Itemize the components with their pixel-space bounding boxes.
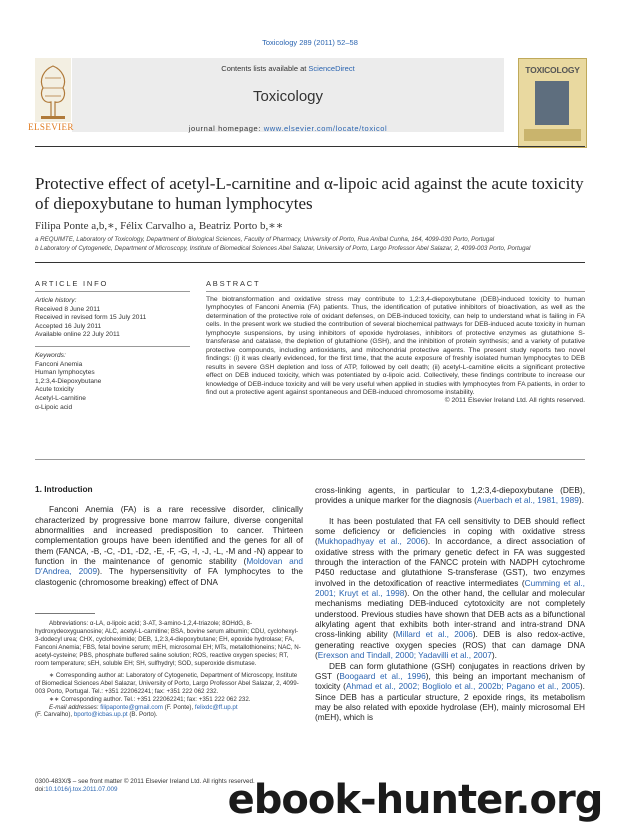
doi-line: doi:10.1016/j.tox.2011.07.009	[35, 786, 118, 793]
abstract	[206, 296, 585, 406]
abstract-copyright: © 2011 Elsevier Ireland Ltd. All rights reserved.	[444, 397, 585, 405]
citation-link[interactable]: Boogaard et al., 1996	[339, 670, 426, 681]
abstract-heading: ABSTRACT	[206, 279, 261, 288]
journal-title: Toxicology	[252, 88, 324, 105]
keyword: α-Lipoic acid	[35, 403, 73, 411]
keyword: Acute toxicity	[35, 386, 74, 394]
email-link[interactable]: felixdc@ff.up.pt	[194, 703, 238, 711]
keyword: 1,2:3,4-Diepoxybutane	[35, 377, 102, 385]
sciencedirect-link[interactable]: ScienceDirect	[308, 64, 355, 73]
email-link[interactable]: bporto@icbas.up.pt	[73, 711, 128, 719]
citation-link[interactable]: Erexson and Tindall, 2000; Yadavilli et al., 2007	[317, 650, 492, 661]
body-right-column	[315, 485, 585, 723]
journal-homepage	[72, 124, 504, 133]
abstract-text: The biotransformation and oxidative stress may contribute to 1,2:3,4-diepoxybutane (DEB)-induced toxicity to human lymphocytes of Fanconi Anemia (FA) patients. Thus, the identification of putative inhibitors of bioactivation, as well as the determination of the protective role of oxidant defenses, on DEB-induced toxicity, can help to understand what is failing in FA cells. In the present work we studied the contribution of several biochemical pathways for DEB-induced acute toxicity in human lymphocyte suspensions, by using inhibitors of epoxide hydrolases, inhibitors of protective enzymes as glutathione S-transferase and catalase, the depletion of glutathione (GSH), and the inhibition of protein synthesis; and a variety of putative protective compounds, including antioxidants, and mitochondrial protective agents. The present study reports two novel findings: (i) it was clearly evidenced, for the first time, that the acute exposure of freshly isolated human lymphocytes to DEB results in severe GSH depletion and loss of ATP, followed by cell death; (ii) acetyl-L-carnitine elicits a significant protective effect on DEB induced toxicity, which was potentiated by α-lipoic acid. Collectively, these findings contribute to increase our knowledge of DEB-induce toxicity and will be very useful when applied in studies with lymphocytes from FA patients, in order to find out a protective agent against spontaneous and DEB-induced chromosome instability.	[206, 296, 585, 396]
contents-prefix: Contents lists available at	[221, 64, 309, 73]
article-info	[35, 293, 190, 412]
citation-link[interactable]: Cumming et al., 2001; Kruyt et al., 1998	[315, 577, 585, 599]
abbreviations-footnote: Abbreviations: α-LA, α-lipoic acid; 3-AT, 3-amino-1,2,4-triazole; 8OHdG, 8-hydroxydeoxyguanosine; ALC, acetyl-L-carnitine; BSA, bovine serum albumin; CDU, cyclohexyl-3-dodecyl urea; CHX, cycloheximide; DEB, 1,2:3,4-diepoxybutane; EH, epoxide hydrolase; FA, Fanconi Anemia; FBS, fetal bovine serum; mEH, microsomal EH; MTs, metallothioneins; NAC, N-acetyl-cysteine; PBS, phosphate buffered saline solution; ROS, reactive oxygen species; RT, room temperature; sEH, soluble EH; SH, sulfhydryl; SOD, superoxide dismutase.	[35, 620, 301, 667]
keywords-label: Keywords:	[35, 351, 66, 359]
issn-line: 0300-483X/$ – see front matter © 2011 Elsevier Ireland Ltd. All rights reserved.	[35, 778, 255, 785]
abstract-rule	[206, 291, 585, 292]
article-title: Protective effect of acetyl-L-carnitine and α-lipoic acid against the acute toxicity of diepoxybutane to human lymphocytes	[35, 174, 584, 213]
keyword: Acetyl-L-carnitine	[35, 394, 86, 402]
history-item: Accepted 16 July 2011	[35, 322, 102, 330]
article-info-heading: ARTICLE INFO	[35, 279, 109, 288]
corresponding-author-2: ∗∗ Corresponding author. Tel.: +351 222062241; fax: +351 222 062 232.	[49, 695, 251, 703]
citation-link[interactable]: Mukhopadhyay et al., 2006	[317, 536, 426, 547]
affiliation-b: b Laboratory of Cytogenetic, Department of Microscopy, Institute of Biomedical Sciences Abel Salazar, University of Porto, Largo Professor Abel Salazar, 2, 4099-003 Porto, Portugal	[35, 245, 531, 252]
history-item: Received in revised form 15 July 2011	[35, 314, 147, 322]
citation-link[interactable]: Moldovan and D'Andrea, 2009	[35, 556, 304, 577]
history-item: Available online 22 July 2011	[35, 331, 120, 339]
cover-strip	[524, 129, 581, 141]
cover-image	[535, 81, 569, 125]
homepage-link[interactable]: www.elsevier.com/locate/toxicol	[263, 124, 388, 133]
history-label: Article history:	[35, 297, 77, 304]
cover-title: TOXICOLOGY	[525, 65, 580, 75]
doi-link[interactable]: 10.1016/j.tox.2011.07.009	[45, 786, 118, 793]
footnotes	[35, 620, 303, 719]
homepage-prefix: journal homepage:	[188, 124, 264, 133]
affiliation-a: a REQUIMTE, Laboratory of Toxicology, Department of Biological Sciences, Faculty of Pharmacy, University of Porto, Rua Aníbal Cunha, 164, 4099-030 Porto, Portugal	[35, 236, 495, 243]
email-addresses-cont: (F. Carvalho), bporto@icbas.up.pt (B. Porto).	[35, 711, 158, 719]
keyword: Fanconi Anemia	[35, 360, 83, 368]
info-divider	[35, 346, 190, 347]
elsevier-wordmark: ELSEVIER	[28, 122, 74, 132]
watermark: ebook-hunter.org	[227, 777, 603, 823]
abstract-bottom-rule	[35, 459, 585, 460]
elsevier-tree-logo-icon	[35, 58, 71, 128]
intro-paragraph-1-cont: cross-linking agents, in particular to 1,2:3,4-diepoxybutane (DEB), provides a unique marker for the diagnosis (Auerbach et al., 1981, 1989).	[315, 485, 585, 506]
authors: Filipa Ponte a,b,∗, Félix Carvalho a, Beatriz Porto b,∗∗	[35, 220, 284, 232]
email-link[interactable]: filipaponte@gmail.com	[100, 703, 163, 711]
intro-paragraph-1: Fanconi Anemia (FA) is a rare recessive disorder, clinically characterized by progressive bone marrow failure, diverse congenital abnormalities and increased predisposition to cancer. Thirteen complementation groups have been identified and the genes for all of them (FANCA, -B, -C, -D1, -D2, -E, -F, -G, -I, -J, -L, -M and -N) appear to function in the maintenance of genomic stability (Moldovan and D'Andrea, 2009). The hypersensitivity of FA lymphocytes to the clastogenic (chromosome breaking) effect of DNA	[35, 504, 304, 587]
contents-line	[72, 64, 504, 73]
footnote-rule	[35, 613, 95, 614]
history-item: Received 8 June 2011	[35, 305, 101, 313]
affiliation-rule	[35, 262, 585, 263]
corresponding-author-1: ∗ Corresponding author at: Laboratory of Cytogenetic, Department of Microscopy, Institute of Biomedical Sciences Abel Salazar, University of Porto, Largo Professor Abel Salazar, 2, 4099-003 Porto, Portugal. Tel.: +351 222062241; fax: +351 222 062 232.	[35, 671, 299, 695]
body-left-column	[35, 484, 303, 587]
citation-link[interactable]: Auerbach et al., 1981, 1989	[476, 495, 579, 506]
keyword: Human lymphocytes	[35, 369, 95, 377]
article-info-rule	[35, 291, 190, 292]
journal-cover-thumbnail	[518, 58, 587, 148]
intro-paragraph-2: It has been postulated that FA cell sensitivity to DEB should reflect some deficiency or deficiencies in coping with oxidative stress (Mukhopadhyay et al., 2006). In accordance, a direct association of oxidative stress with the primary genetic defect in FA was suggested through the interaction of the FANCC protein with NADPH cytochrome P450 reductase and glutathione S-transferase (GST), two enzymes involved in the detoxification of reactive intermediates (Cumming et al., 2001; Kruyt et al., 1998). On the other hand, the cellular and molecular mechanisms mediating DEB-induced cytotoxicity are not completely understood. Previous studies have shown that DEB acts as a bifunctional alkylating agent that exhibits both inter-strand and intra-strand DNA cross-linking ability (Millard et al., 2006). DEB is also redox-active, generating reactive oxygen species (ROS) that can damage DNA (Erexson and Tindall, 2000; Yadavilli et al., 2007).	[315, 515, 586, 661]
citation-link[interactable]: Ahmad et al., 2002; Bogliolo et al., 2002b; Pagano et al., 2005	[345, 681, 580, 692]
email-addresses: E-mail addresses: filipaponte@gmail.com (F. Ponte), felixdc@ff.up.pt	[49, 703, 238, 711]
header-rule	[35, 146, 585, 147]
journal-reference[interactable]: Toxicology 289 (2011) 52–58	[262, 38, 358, 47]
citation-link[interactable]: Millard et al., 2006	[395, 629, 473, 640]
intro-paragraph-3: DEB can form glutathione (GSH) conjugates in reactions driven by GST (Boogaard et al., 1996), this being an important mechanism of toxicity (Ahmad et al., 2002; Bogliolo et al., 2002b; Pagano et al., 2005). Since DEB has a particular structure, 2 epoxide rings, its metabolism may be also related with epoxide hydrolase (EH), mainly microsomal EH (mEH), which is	[315, 660, 586, 723]
section-title: 1. Introduction	[35, 484, 93, 494]
